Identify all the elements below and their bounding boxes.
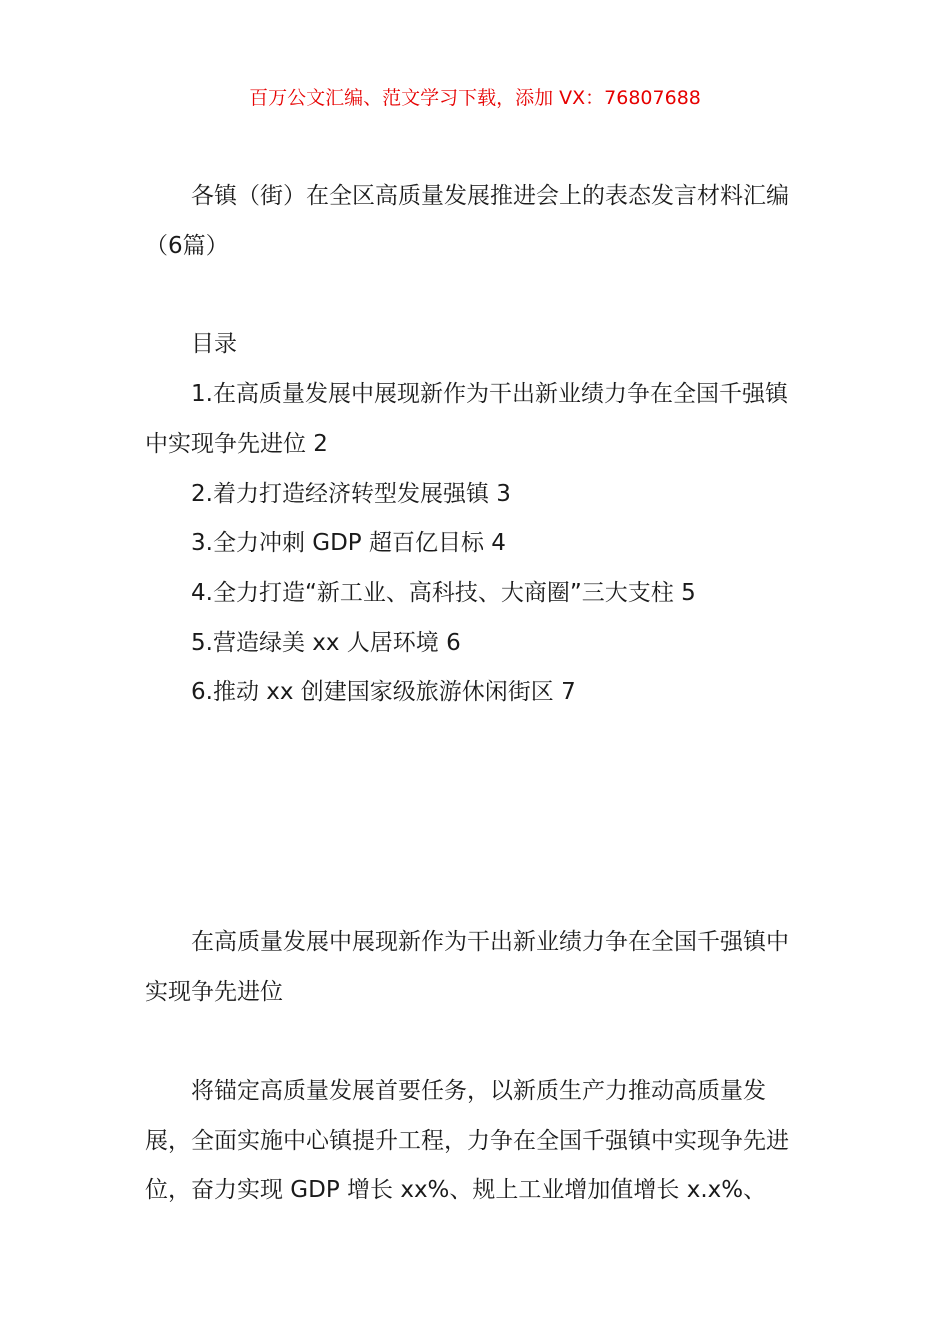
section-title: 在高质量发展中展现新作为干出新业绩力争在全国千强镇中实现争先进位	[145, 929, 789, 1005]
toc-item-4[interactable]: 4.全力打造“新工业、高科技、大商圈”三大支柱 5	[191, 580, 696, 606]
section-body-paragraph: 将锚定高质量发展首要任务，以新质生产力推动高质量发展，全面实施中心镇提升工程，力争在全国千强镇中实现争先进位，奋力实现 GDP 增长 xx%、规上工业增加值增长 x.x%、	[145, 1078, 789, 1204]
toc-heading: 目录	[191, 331, 237, 357]
document-title: 各镇（街）在全区高质量发展推进会上的表态发言材料汇编（6篇）	[145, 183, 789, 259]
toc-item-6[interactable]: 6.推动 xx 创建国家级旅游休闲街区 7	[191, 679, 576, 705]
toc-item-2[interactable]: 2.着力打造经济转型发展强镇 3	[191, 481, 511, 507]
header-watermark-note: 百万公文汇编、范文学习下载，添加 VX：76807688	[249, 87, 701, 109]
toc-item-3[interactable]: 3.全力冲刺 GDP 超百亿目标 4	[191, 530, 506, 556]
toc-item-5[interactable]: 5.营造绿美 xx 人居环境 6	[191, 630, 461, 656]
toc-item-1[interactable]: 1.在高质量发展中展现新作为干出新业绩力争在全国千强镇中实现争先进位 2	[145, 381, 788, 457]
